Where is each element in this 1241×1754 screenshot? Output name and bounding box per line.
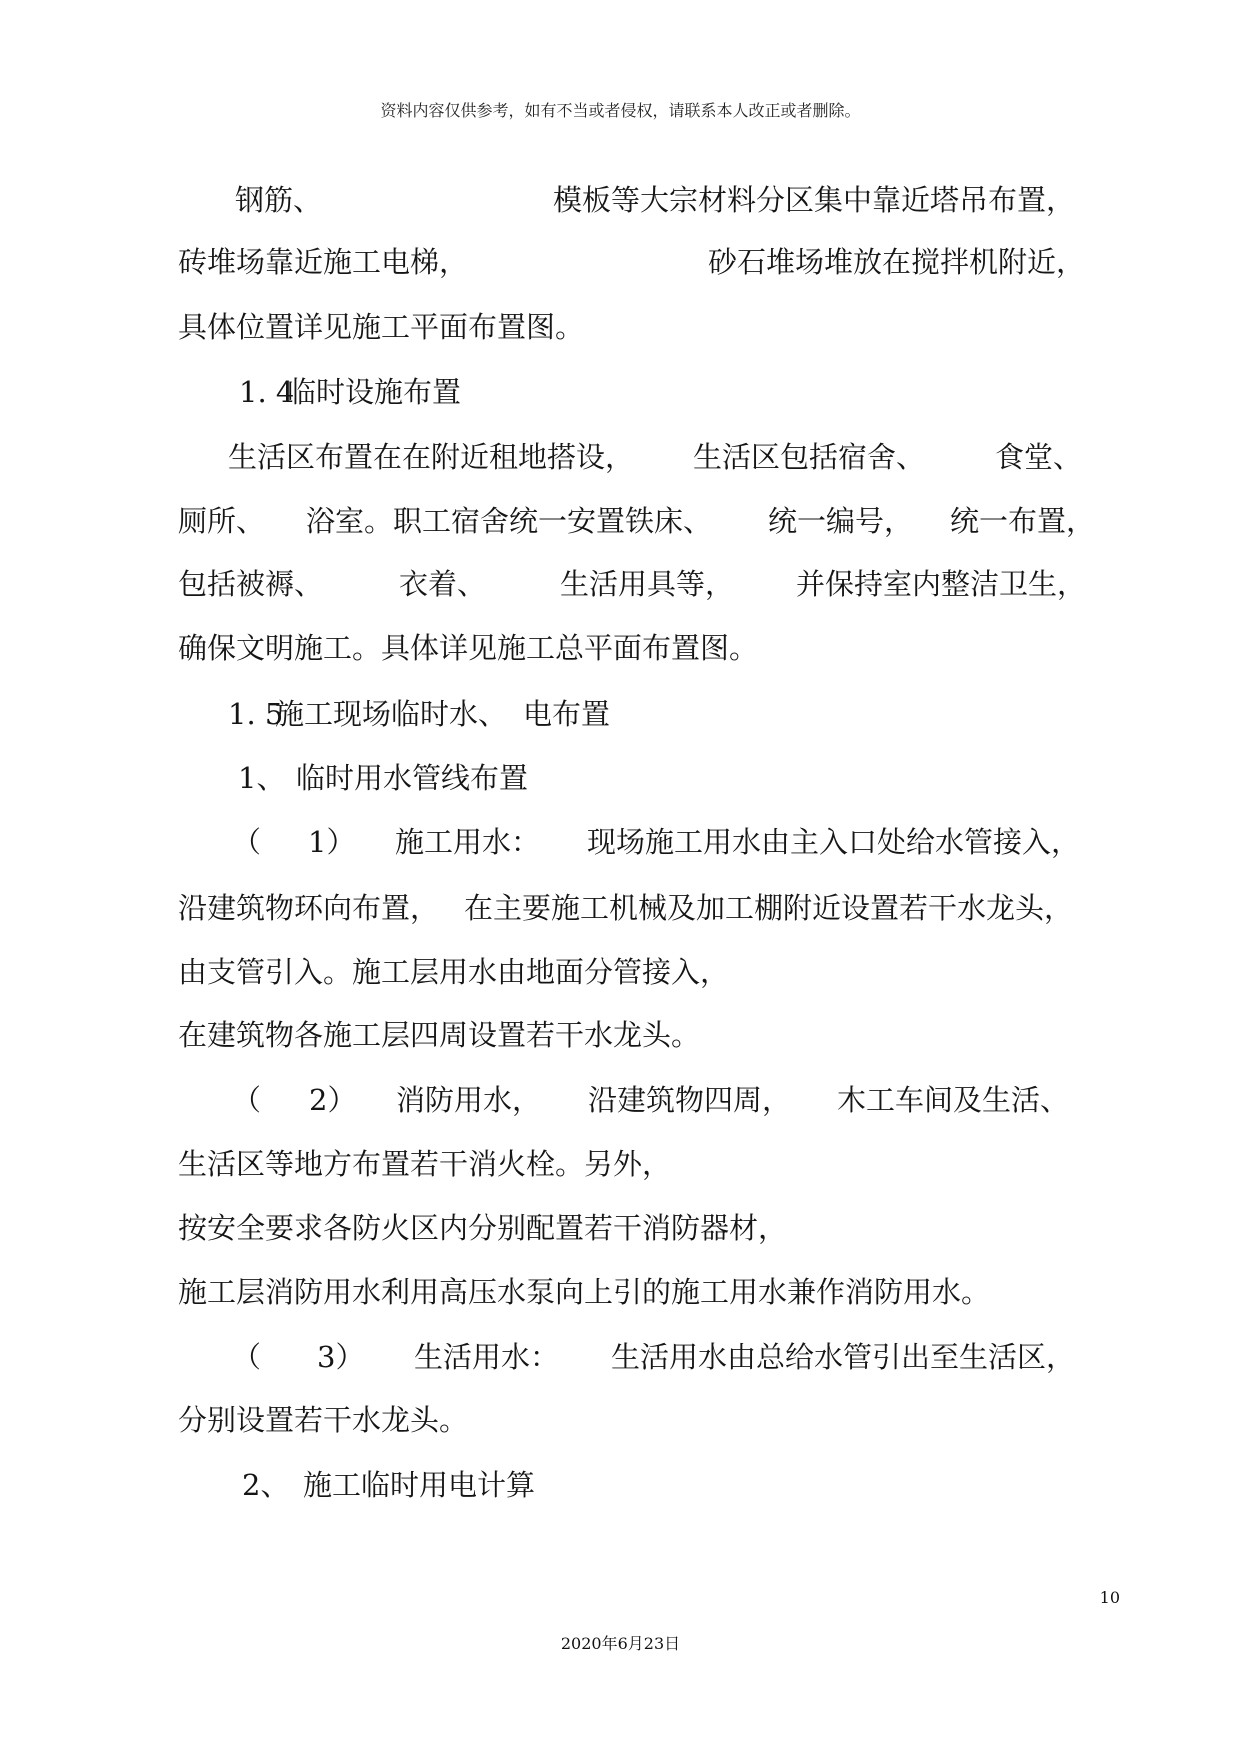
item-number: 3）: [317, 1340, 365, 1374]
item-number: 1）: [308, 825, 356, 859]
text-segment: 生活用具等，: [560, 567, 735, 601]
page-number: 10: [1099, 1588, 1120, 1607]
text-segment: 在建筑物各施工层四周设置若干水龙头。: [178, 1018, 701, 1052]
text-segment: 现场施工用水由主入口处给水管接入，: [587, 825, 1081, 859]
text-segment: 沿建筑物四周，: [588, 1083, 792, 1117]
text-segment: 食堂、: [995, 440, 1083, 474]
text-segment: 沿建筑物环向布置，: [178, 891, 440, 925]
text-segment: 浴室。职工宿舍统一安置铁床、: [306, 504, 713, 538]
heading-text: 临时设施布置: [287, 375, 462, 409]
heading-text: 电布置: [523, 697, 611, 731]
text-segment: 砂石堆场堆放在搅拌机附近，: [708, 245, 1086, 279]
text-segment: 生活用水由总给水管引出至生活区，: [611, 1340, 1076, 1374]
text-segment: 衣着、: [399, 567, 487, 601]
text-segment: 生活区包括宿舍、: [693, 440, 926, 474]
text-segment: 确保文明施工。具体详见施工总平面布置图。: [178, 631, 759, 665]
text-segment: 厕所、: [178, 504, 266, 538]
text-segment: 施工层消防用水利用高压水泵向上引的施工用水兼作消防用水。: [178, 1275, 991, 1309]
text-segment: 模板等大宗材料分区集中靠近塔吊布置，: [553, 183, 1076, 217]
item-number: 2）: [309, 1083, 357, 1117]
text-segment: 统一布置，: [950, 504, 1096, 538]
text-segment: 具体位置详见施工平面布置图。: [178, 310, 585, 344]
subheading-number: 2、: [242, 1468, 290, 1502]
footer-date: 2020年6月23日: [560, 1634, 681, 1653]
paren-open: （: [232, 1083, 262, 1117]
header-disclaimer: 资料内容仅供参考，如有不当或者侵权，请联系本人改正或者删除。: [380, 101, 861, 120]
text-segment: 木工车间及生活、: [837, 1083, 1070, 1117]
heading-text: 施工现场临时水、: [275, 697, 508, 731]
text-segment: 钢筋、: [235, 183, 323, 217]
paren-open: （: [232, 825, 262, 859]
subheading-text: 施工临时用电计算: [303, 1468, 536, 1502]
text-segment: 砖堆场靠近施工电梯，: [178, 245, 469, 279]
text-segment: 并保持室内整洁卫生，: [796, 567, 1087, 601]
text-segment: 生活区布置在在附近租地搭设，: [228, 440, 635, 474]
text-segment: 统一编号，: [768, 504, 914, 538]
text-segment: 包括被褥、: [178, 567, 324, 601]
paren-open: （: [232, 1340, 262, 1374]
item-label: 施工用水：: [395, 825, 541, 859]
item-label: 消防用水，: [396, 1083, 542, 1117]
text-segment: 在主要施工机械及加工棚附近设置若干水龙头，: [464, 891, 1074, 925]
subheading-number: 1、: [238, 761, 286, 795]
heading-number: 1. 5: [228, 697, 284, 731]
item-label: 生活用水：: [414, 1340, 560, 1374]
text-segment: 由支管引入。施工层用水由地面分管接入，: [178, 955, 730, 989]
heading-number: 1. 4: [239, 375, 295, 409]
text-segment: 分别设置若干水龙头。: [178, 1403, 469, 1437]
text-segment: 生活区等地方布置若干消火栓。另外，: [178, 1147, 672, 1181]
text-segment: 按安全要求各防火区内分别配置若干消防器材，: [178, 1211, 788, 1245]
subheading-text: 临时用水管线布置: [296, 761, 529, 795]
